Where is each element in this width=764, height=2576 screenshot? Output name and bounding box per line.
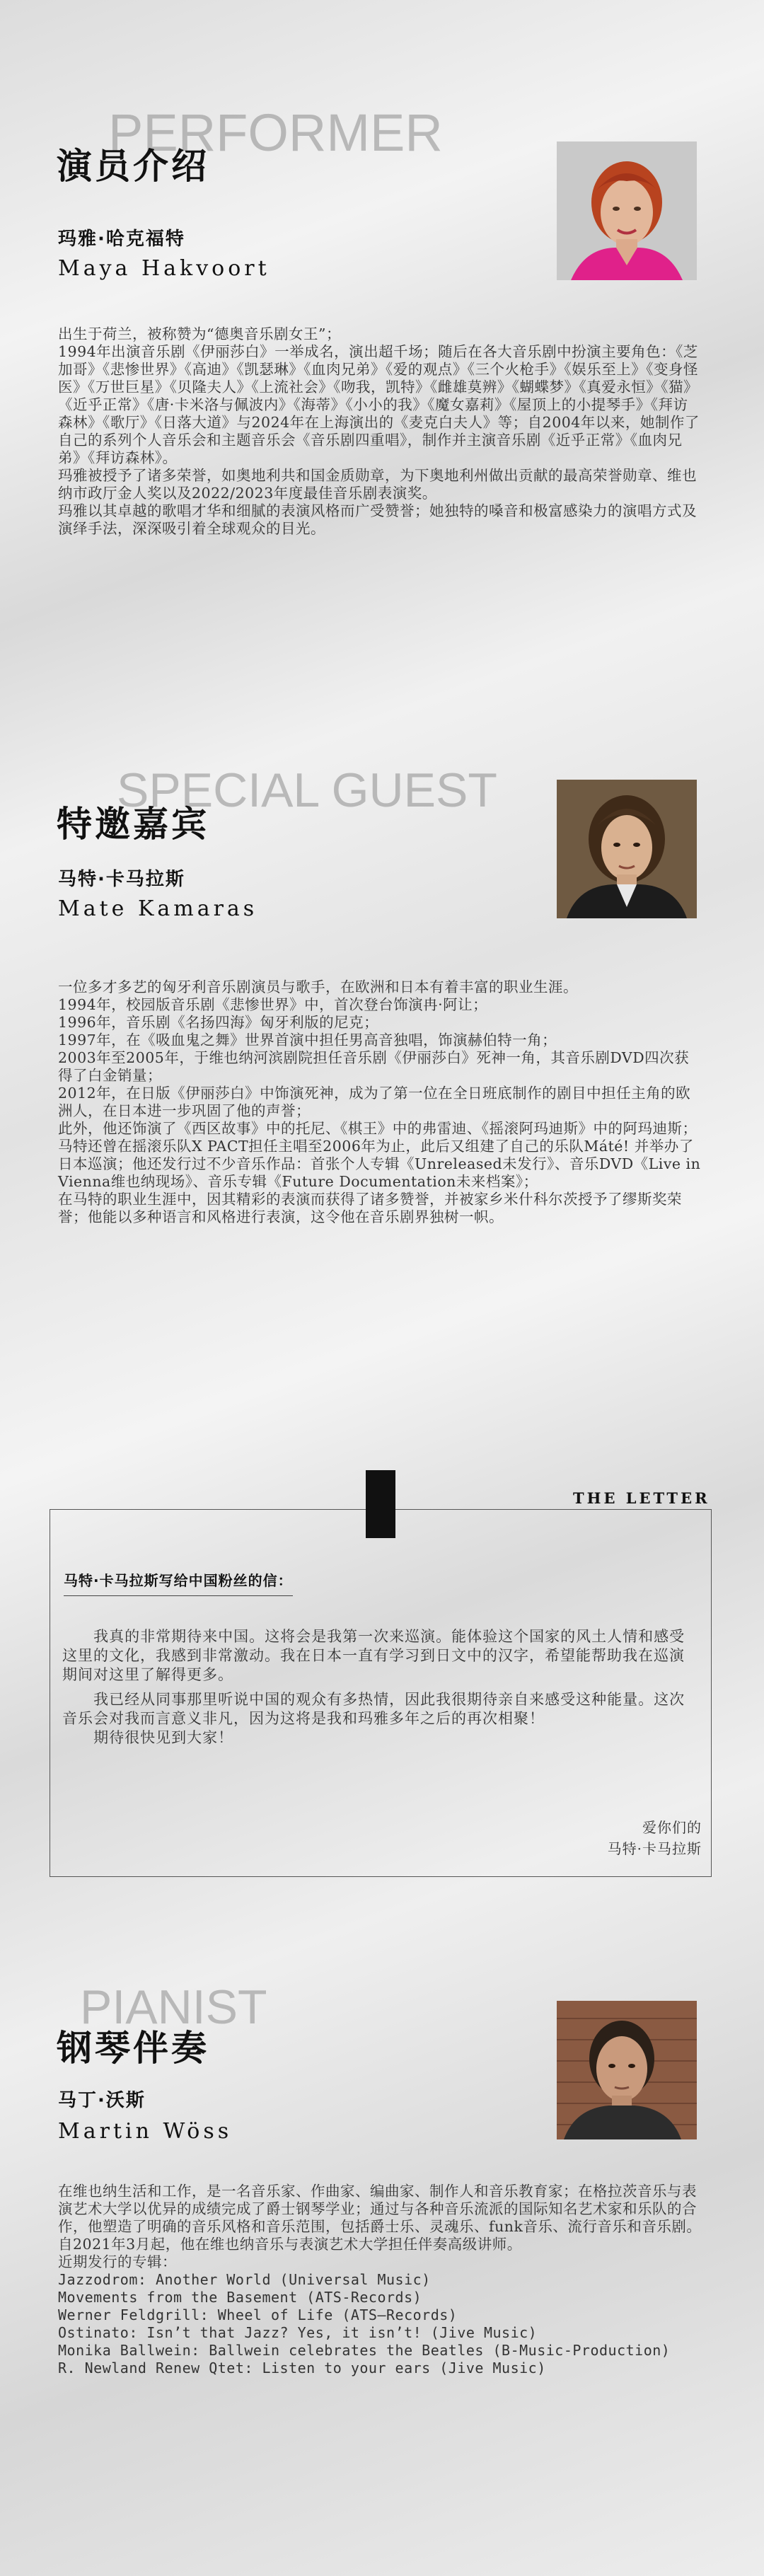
- pianist-album-item: Jazzodrom: Another World (Universal Music): [58, 2271, 431, 2288]
- performer-watermark: PERFORMER: [108, 103, 443, 162]
- performer-photo: [557, 141, 697, 280]
- pianist-album-item: Ostinato: Isn’t that Jazz? Yes, it isn’t! (Jive Music): [58, 2324, 538, 2341]
- letter-heading: 马特·卡马拉斯写给中国粉丝的信：: [64, 1569, 293, 1596]
- performer-bio-paragraph: 出生于荷兰，被称赞为“德奥音乐剧女王”；: [58, 325, 341, 342]
- performer-bio: [58, 325, 702, 538]
- performer-name-en: Maya Hakvoort: [58, 256, 270, 281]
- pianist-name-cn: 马丁·沃斯: [58, 2090, 146, 2111]
- guest-watermark: SPECIAL GUEST: [117, 763, 497, 817]
- letter-divider-bar: [366, 1470, 395, 1538]
- guest-bio-paragraph: 在马特的职业生涯中，因其精彩的表演而获得了诸多赞誉，并被家乡米什科尔茨授予了缪斯奖荣誉；他能以多种语言和风格进行表演，这令他在音乐剧界独树一帜。: [58, 1191, 682, 1225]
- pianist-bio-paragraph: 在维也纳生活和工作，是一名音乐家、作曲家、编曲家、制作人和音乐教育家；在格拉茨音乐与表演艺术大学以优异的成绩完成了爵士钢琴学业；通过与各种音乐流派的国际知名艺术家和乐队的合作，他塑造了明确的音乐风格和音乐范围，包括爵士乐、灵魂乐、funk音乐、流行音乐和音乐剧。自2021年3月起，他在维也纳音乐与表演艺术大学担任伴奏高级讲师。: [58, 2183, 702, 2253]
- guest-name-cn: 马特·卡马拉斯: [58, 869, 185, 890]
- portrait-woman-red-hair-icon: [557, 141, 697, 280]
- guest-bio-paragraph: 2012年，在日版《伊丽莎白》中饰演死神，成为了第一位在全日班底制作的剧目中担任主角的欧洲人，在日本进一步巩固了他的声誉；: [58, 1085, 691, 1119]
- pianist-bio: [58, 2183, 702, 2377]
- pianist-album-item: Movements from the Basement (ATS-Records): [58, 2289, 422, 2306]
- pianist-watermark: PIANIST: [80, 1980, 267, 2034]
- letter-tag: THE LETTER: [573, 1489, 710, 1507]
- portrait-man-brick-wall-icon: [557, 2001, 697, 2139]
- pianist-album-item: Werner Feldgrill: Wheel of Life (ATS–Records): [58, 2306, 458, 2323]
- letter-paragraph: 期待很快见到大家！: [93, 1729, 234, 1746]
- guest-bio: [58, 978, 702, 1226]
- performer-name-cn: 玛雅·哈克福特: [58, 229, 185, 250]
- letter-paragraph: 我已经从同事那里听说中国的观众有多热情，因此我很期待亲自来感受这种能量。这次音乐会对我而言意义非凡，因为这将是我和玛雅多年之后的再次相聚！: [62, 1691, 685, 1727]
- pianist-name-en: Martin Wöss: [58, 2119, 233, 2144]
- guest-bio-paragraph: 2003年至2005年，于维也纳河滨剧院担任音乐剧《伊丽莎白》死神一角，其音乐剧DVD四次获得了白金销量；: [58, 1049, 690, 1084]
- letter-signature: [495, 1817, 702, 1859]
- letter-sign-line2: 马特·卡马拉斯: [607, 1840, 702, 1857]
- performer-bio-paragraph: 玛雅以其卓越的歌唱才华和细腻的表演风格而广受赞誉；她独特的嗓音和极富感染力的演唱方式及演绎手法，深深吸引着全球观众的目光。: [58, 502, 697, 537]
- performer-bio-paragraph: 1994年出演音乐剧《伊丽莎白》一举成名，演出超千场；随后在各大音乐剧中扮演主要角色：《芝加哥》《悲惨世界》《高迪》《凯瑟琳》《血肉兄弟》《爱的观点》《三个火枪手》《娱乐至上》《变身怪医》《万世巨星》《贝隆夫人》《上流社会》《吻我，凯特》《雌雄莫辨》《蝴蝶梦》《真爱永恒》《猫》《近乎正常》《唐·卡米洛与佩波内》《海蒂》《小小的我》《魔女嘉莉》《屋顶上的小提琴手》《拜访森林》《歌厅》《日落大道》与2024年在上海演出的《麦克白夫人》等；自2004年以来，她制作了自己的系列个人音乐会和主题音乐会《音乐剧四重唱》，制作并主演音乐剧《近乎正常》《血肉兄弟》《拜访森林》。: [58, 343, 700, 466]
- guest-bio-paragraph: 此外，他还饰演了《西区故事》中的托尼、《棋王》中的弗雷迪、《摇滚阿玛迪斯》中的阿玛迪斯；马特还曾在摇滚乐队X PACT担任主唱至2006年为止，此后又组建了自己的乐队Máté! 并举办了日本巡演；他还发行过不少音乐作品：首张个人专辑《Unreleased未发行》、音乐DVD《Live in Vienna维也纳现场》、音乐专辑《Future Documentation未来档案》；: [58, 1120, 701, 1190]
- pianist-photo: [557, 2001, 697, 2139]
- guest-section-title: 特邀嘉宾: [57, 804, 209, 845]
- guest-bio-paragraph: 1997年，在《吸血鬼之舞》世界首演中担任男高音独唱，饰演赫伯特一角；: [58, 1032, 557, 1049]
- letter-body: [62, 1627, 699, 1748]
- pianist-bio-paragraph: 近期发行的专辑：: [58, 2253, 177, 2270]
- pianist-album-item: Monika Ballwein: Ballwein celebrates the Beatles (B-Music-Production): [58, 2342, 671, 2359]
- pianist-section-title: 钢琴伴奏: [57, 2028, 209, 2069]
- letter-sign-line1: 爱你们的: [642, 1819, 702, 1836]
- performer-bio-paragraph: 玛雅被授予了诸多荣誉，如奥地利共和国金质勋章，为下奥地利州做出贡献的最高荣誉勋章、维也纳市政厅金人奖以及2022/2023年度最佳音乐剧表演奖。: [58, 467, 697, 502]
- guest-bio-paragraph: 1994年，校园版音乐剧《悲惨世界》中，首次登台饰演冉·阿让；: [58, 996, 488, 1013]
- portrait-man-long-hair-icon: [557, 780, 697, 918]
- guest-bio-paragraph: 1996年，音乐剧《名扬四海》匈牙利版的尼克；: [58, 1014, 379, 1031]
- letter-paragraph: 我真的非常期待来中国。这将会是我第一次来巡演。能体验这个国家的风土人情和感受这里的文化，我感到非常激动。我在日本一直有学习到日文中的汉字，希望能帮助我在巡演期间对这里了解得更多。: [62, 1628, 685, 1683]
- pianist-album-item: R. Newland Renew Qtet: Listen to your ears (Jive Music): [58, 2360, 546, 2376]
- performer-section-title: 演员介绍: [57, 146, 209, 187]
- guest-name-en: Mate Kamaras: [58, 896, 258, 921]
- guest-bio-paragraph: 一位多才多艺的匈牙利音乐剧演员与歌手，在欧洲和日本有着丰富的职业生涯。: [58, 978, 578, 995]
- guest-photo: [557, 780, 697, 918]
